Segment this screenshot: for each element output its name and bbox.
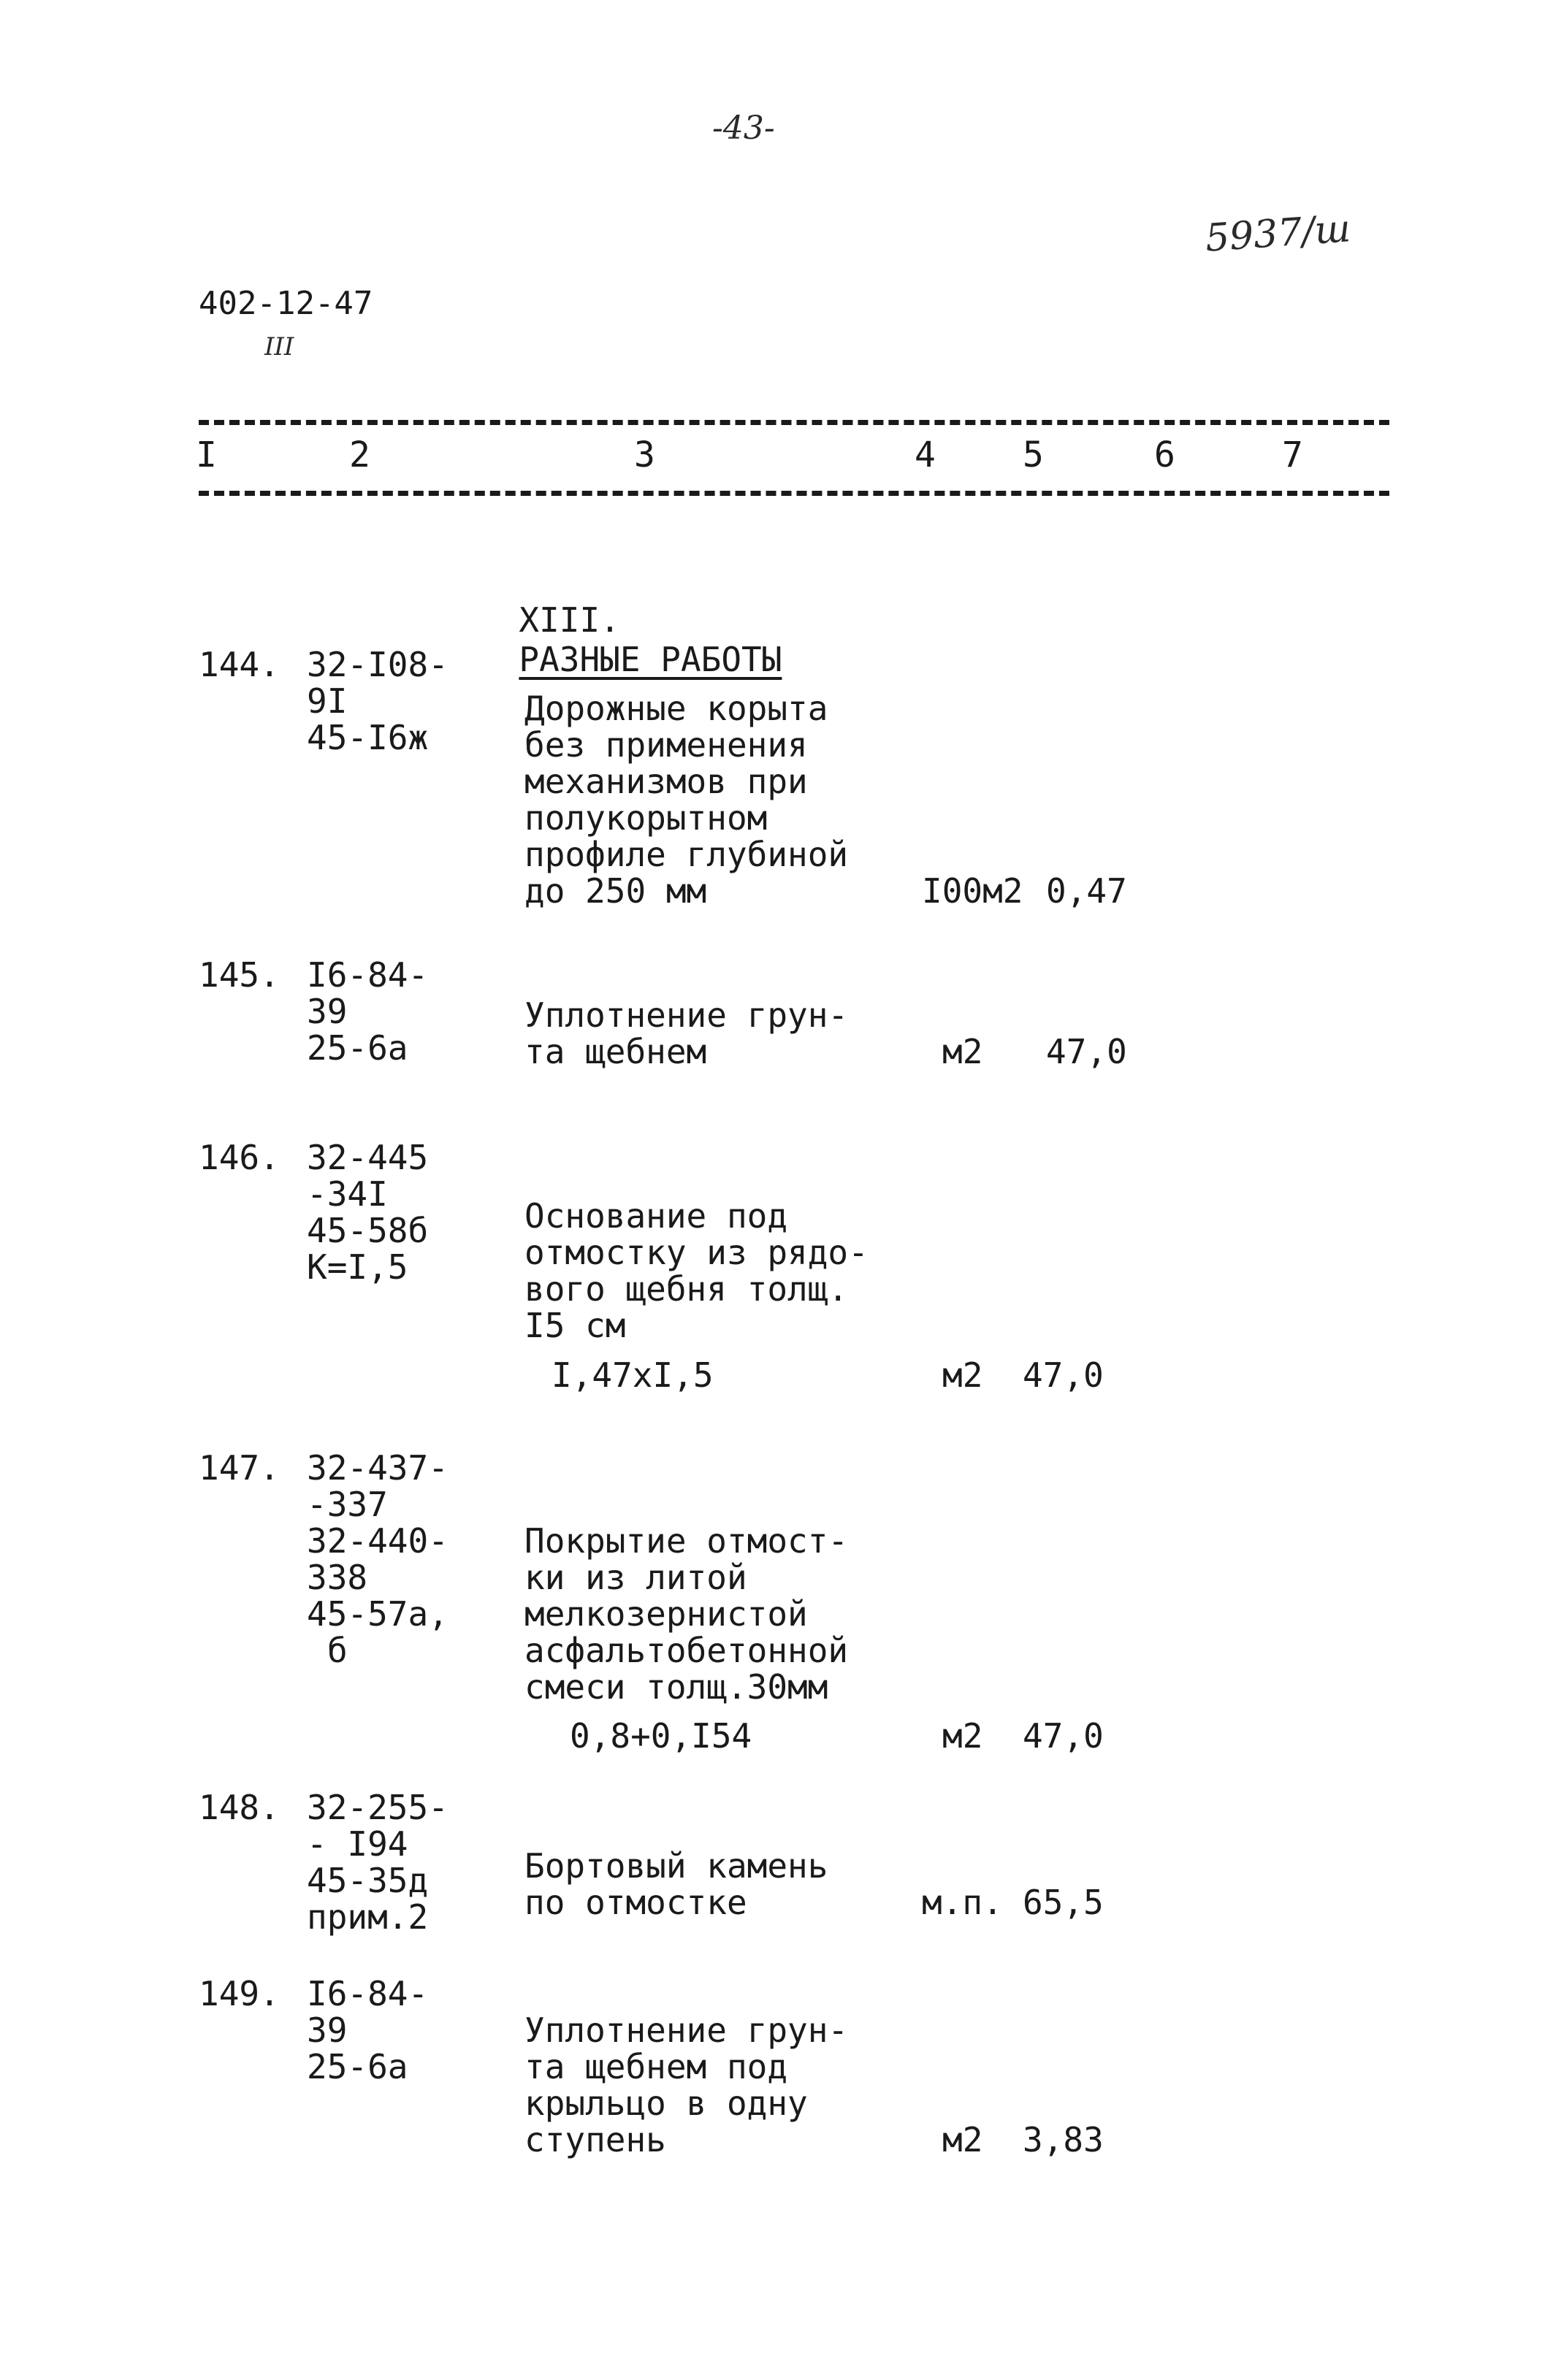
row-147-code-1: 32-437- [307, 1448, 449, 1488]
row-146-formula: I,47xI,5 [551, 1355, 714, 1395]
row-144-code-2: 9I [307, 681, 348, 721]
row-144-code-1: 32-I08- [307, 645, 449, 684]
row-146-number: 146. [199, 1138, 280, 1177]
row-145-code-2: 39 [307, 992, 348, 1031]
document-code: 402-12-47 [199, 285, 373, 322]
sheet-code: 5937/ш [1204, 207, 1352, 261]
row-147-code-3: 32-440- [307, 1521, 449, 1561]
row-149-unit: м2 [942, 2120, 983, 2159]
column-number-4: 4 [915, 435, 936, 475]
row-147-unit: м2 [942, 1716, 983, 1756]
row-146-desc-2: отмостку из рядо- [524, 1233, 869, 1272]
row-144-desc-1: Дорожные корыта [524, 689, 828, 728]
row-145-code-3: 25-6а [307, 1028, 408, 1068]
row-145-quantity: 47,0 [1046, 1032, 1127, 1071]
row-148-code-1: 32-255- [307, 1788, 449, 1827]
row-146-desc-1: Основание под [524, 1196, 788, 1236]
row-146-code-2: -34I [307, 1174, 388, 1214]
row-144-desc-6: до 250 мм [524, 871, 707, 911]
row-146-unit: м2 [942, 1355, 983, 1395]
row-145-unit: м2 [942, 1032, 983, 1071]
row-147-code-5: 45-57а, [307, 1594, 449, 1634]
section-number: XIII. [519, 600, 620, 640]
row-146-code-1: 32-445 [307, 1138, 429, 1177]
row-147-code-2: -337 [307, 1485, 388, 1524]
row-148-code-2: - I94 [307, 1824, 408, 1864]
row-144-number: 144. [199, 645, 280, 684]
document-sub: III [264, 332, 294, 361]
header-dash-bottom [199, 491, 1389, 496]
row-146-code-4: К=I,5 [307, 1247, 408, 1287]
row-146-desc-4: I5 см [524, 1306, 626, 1345]
row-149-quantity: 3,83 [1023, 2120, 1104, 2159]
row-147-desc-1: Покрытие отмост- [524, 1521, 849, 1561]
row-148-code-4: прим.2 [307, 1897, 429, 1937]
row-149-desc-3: крыльцо в одну [524, 2084, 808, 2123]
row-147-desc-2: ки из литой [524, 1558, 747, 1597]
row-144-desc-4: полукорытном [524, 798, 768, 838]
row-147-desc-3: мелкозернистой [524, 1594, 808, 1634]
row-148-desc-2: по отмостке [524, 1883, 747, 1922]
row-144-quantity: 0,47 [1046, 871, 1127, 911]
column-number-5: 5 [1023, 435, 1044, 475]
row-145-number: 145. [199, 955, 280, 995]
row-147-formula: 0,8+0,I54 [570, 1716, 752, 1756]
row-149-desc-2: та щебнем под [524, 2047, 788, 2086]
row-149-desc-1: Уплотнение грун- [524, 2010, 849, 2050]
row-147-code-4: 338 [307, 1558, 368, 1597]
row-144-unit: I00м2 [922, 871, 1023, 911]
row-148-code-3: 45-35д [307, 1861, 429, 1900]
column-number-2: 2 [349, 435, 370, 475]
row-146-quantity: 47,0 [1023, 1355, 1104, 1395]
section-title [478, 561, 782, 679]
row-147-quantity: 47,0 [1023, 1716, 1104, 1756]
row-144-desc-5: профиле глубиной [524, 835, 849, 874]
row-149-code-1: I6-84- [307, 1974, 429, 2013]
row-148-desc-1: Бортовый камень [524, 1846, 828, 1886]
row-144-code-3: 45-I6ж [307, 718, 429, 757]
row-147-number: 147. [199, 1448, 280, 1488]
row-148-quantity: 65,5 [1023, 1883, 1104, 1922]
section-title-text: РАЗНЫЕ РАБОТЫ [519, 640, 782, 679]
row-147-desc-4: асфальтобетонной [524, 1631, 849, 1670]
column-number-7: 7 [1282, 435, 1303, 475]
header-dash-top [199, 420, 1389, 425]
row-148-unit: м.п. [922, 1883, 1003, 1922]
column-number-6: 6 [1154, 435, 1175, 475]
page-number: -43- [712, 110, 775, 147]
column-number-1: I [196, 435, 217, 475]
row-147-code-6: б [327, 1631, 348, 1670]
column-number-3: 3 [634, 435, 655, 475]
row-149-code-2: 39 [307, 2010, 348, 2050]
row-149-number: 149. [199, 1974, 280, 2013]
row-149-desc-4: ступень [524, 2120, 666, 2159]
row-144-desc-2: без применения [524, 725, 808, 765]
row-148-number: 148. [199, 1788, 280, 1827]
row-145-desc-2: та щебнем [524, 1032, 707, 1071]
row-145-code-1: I6-84- [307, 955, 429, 995]
row-145-desc-1: Уплотнение грун- [524, 995, 849, 1035]
row-149-code-3: 25-6а [307, 2047, 408, 2086]
row-147-desc-5: смеси толщ.30мм [524, 1667, 828, 1707]
row-146-desc-3: вого щебня толщ. [524, 1269, 849, 1309]
row-146-code-3: 45-58б [307, 1211, 429, 1250]
row-144-desc-3: механизмов при [524, 762, 808, 801]
